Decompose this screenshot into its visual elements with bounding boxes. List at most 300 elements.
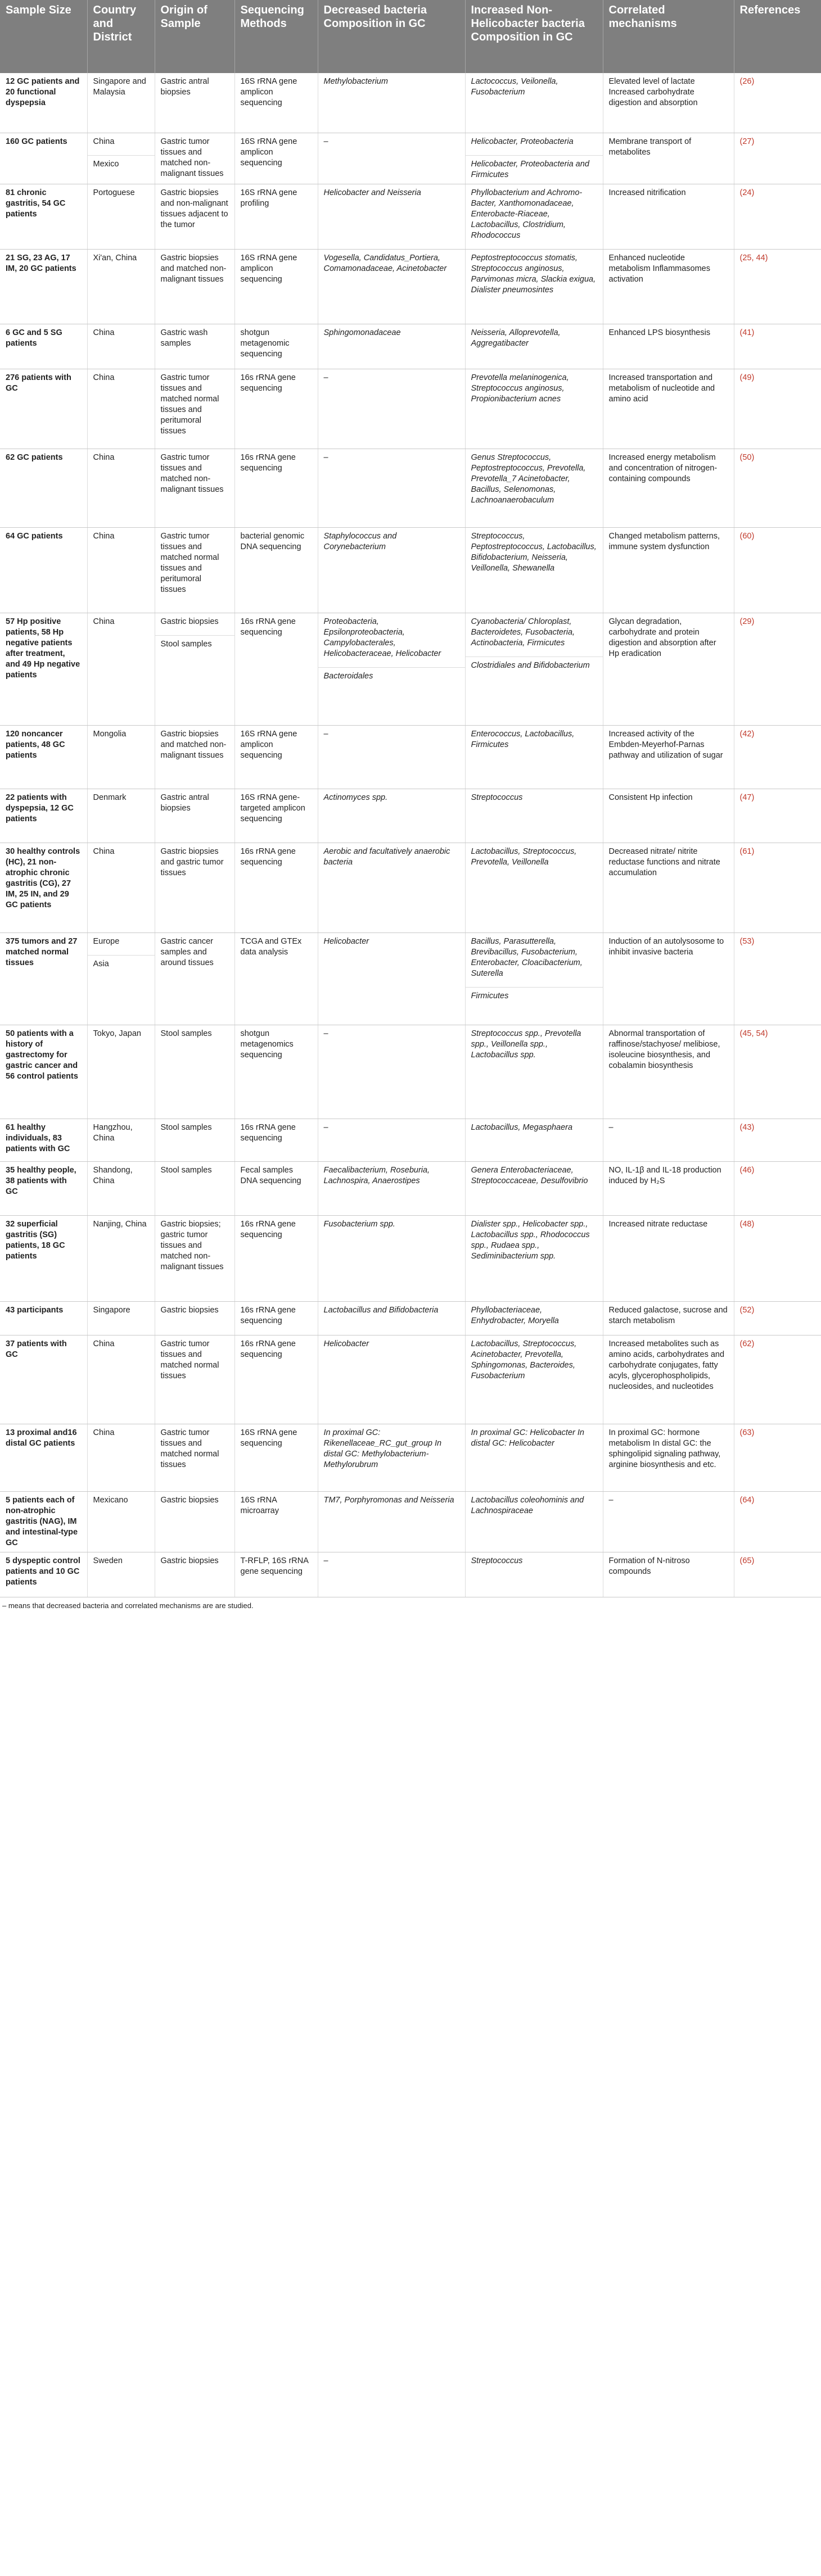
mechanism-cell-text: Decreased nitrate/ nitrite reductase functions and nitrate accumulation — [608, 846, 720, 877]
sample-size-cell-text: 160 GC patients — [6, 137, 67, 146]
decreased-bacteria-cell-text: In proximal GC: Rikenellaceae_RC_gut_group In distal GC: Methylobacterium-Methylorubrum — [323, 1428, 442, 1469]
mechanism-cell — [603, 73, 734, 133]
origin-cell — [155, 73, 234, 133]
header-increased: Increased Non-Helicobacter bacteria Composition in GC — [465, 0, 603, 73]
sequencing-method-cell — [234, 1424, 318, 1491]
sample-size-cell — [0, 184, 87, 249]
reference-cell[interactable] — [734, 1424, 821, 1491]
country-cell-text: Denmark — [93, 793, 127, 802]
decreased-bacteria-cell-text: – — [323, 729, 328, 739]
mechanism-cell-text: Increased activity of the Embden-Meyerhof-Parnas pathway and utilization of sugar — [608, 729, 723, 760]
origin-cell-text: Gastric biopsies and matched non-malignant tissues — [160, 253, 227, 284]
increased-bacteria-cell — [465, 1119, 603, 1161]
mechanism-cell-text: Changed metabolism patterns, immune system dysfunction — [608, 531, 720, 551]
origin-cell-secondary: Stool samples — [155, 635, 234, 650]
increased-bacteria-cell-text: Lactobacillus, Streptococcus, Prevotella, Veillonella — [471, 846, 577, 867]
sequencing-method-cell-text: T-RFLP, 16S rRNA gene sequencing — [240, 1556, 309, 1576]
country-cell — [87, 324, 155, 369]
increased-bacteria-cell — [465, 73, 603, 133]
sample-size-cell — [0, 1025, 87, 1119]
mechanism-cell — [603, 843, 734, 932]
country-cell-text: China — [93, 531, 115, 541]
decreased-bacteria-cell-text: – — [323, 1122, 328, 1132]
increased-bacteria-cell — [465, 324, 603, 369]
decreased-bacteria-cell-text: Helicobacter and Neisseria — [323, 188, 421, 197]
sample-size-cell — [0, 932, 87, 1025]
sample-size-cell — [0, 843, 87, 932]
decreased-bacteria-cell — [318, 1301, 465, 1335]
increased-bacteria-cell-text: Prevotella melaninogenica, Streptococcus anginosus, Propionibacterium acnes — [471, 373, 569, 404]
reference-cell[interactable] — [734, 249, 821, 324]
reference-cell-text: (27) — [739, 137, 755, 146]
table-body — [0, 73, 821, 1597]
increased-bacteria-cell-text: In proximal GC: Helicobacter In distal GC: Helicobacter — [471, 1428, 584, 1448]
sequencing-method-cell-text: 16s rRNA gene sequencing — [240, 617, 296, 637]
origin-cell-text: Gastric tumor tissues and matched normal tissues and peritumoral tissues — [160, 373, 219, 436]
sequencing-method-cell — [234, 725, 318, 789]
mechanism-cell-text: In proximal GC: hormone metabolism In distal GC: the sphingolipid signaling pathway, arginine biosynthesis and etc. — [608, 1428, 721, 1469]
country-cell-text: Tokyo, Japan — [93, 1029, 141, 1038]
sequencing-method-cell-text: 16s rRNA gene sequencing — [240, 1122, 296, 1143]
sample-size-cell-text: 50 patients with a history of gastrectomy for gastric cancer and 56 control patients — [6, 1029, 78, 1081]
header-country: Country and District — [87, 0, 155, 73]
sequencing-method-cell-text: 16S rRNA gene sequencing — [240, 1428, 297, 1448]
sample-size-cell — [0, 789, 87, 843]
sequencing-method-cell-text: shotgun metagenomics sequencing — [240, 1029, 294, 1060]
reference-cell[interactable] — [734, 184, 821, 249]
sample-size-cell — [0, 1161, 87, 1215]
decreased-bacteria-cell — [318, 1025, 465, 1119]
mechanism-cell-text: Increased nitrate reductase — [608, 1219, 708, 1229]
country-cell-text: Singapore — [93, 1305, 130, 1315]
sample-size-cell-text: 21 SG, 23 AG, 17 IM, 20 GC patients — [6, 253, 76, 273]
increased-bacteria-cell-text: Peptostreptococcus stomatis, Streptococcus anginosus, Parvimonas micra, Slackia exigua, Dialister pneumosintes — [471, 253, 596, 295]
origin-cell — [155, 1161, 234, 1215]
table-row — [0, 789, 821, 843]
origin-cell-text: Gastric biopsies; gastric tumor tissues and matched non-malignant tissues — [160, 1219, 224, 1271]
sequencing-method-cell-text: 16s rRNA gene sequencing — [240, 846, 296, 867]
table-row — [0, 1025, 821, 1119]
sample-size-cell — [0, 1119, 87, 1161]
reference-cell[interactable] — [734, 1552, 821, 1597]
mechanism-cell-text: Enhanced nucleotide metabolism Inflammasomes activation — [608, 253, 710, 284]
increased-bacteria-cell — [465, 369, 603, 449]
increased-bacteria-cell-text: Dialister spp., Helicobacter spp., Lactobacillus spp., Rhodococcus spp., Rudaea spp., Sediminibacterium spp. — [471, 1219, 590, 1261]
mechanism-cell-text: Reduced galactose, sucrose and starch metabolism — [608, 1305, 728, 1325]
decreased-bacteria-cell — [318, 789, 465, 843]
decreased-bacteria-cell-text: Helicobacter — [323, 1339, 369, 1348]
country-cell — [87, 73, 155, 133]
country-cell — [87, 1491, 155, 1552]
header-mechanisms: Correlated mechanisms — [603, 0, 734, 73]
mechanism-cell — [603, 1215, 734, 1301]
reference-cell[interactable] — [734, 369, 821, 449]
decreased-bacteria-cell-text: Lactobacillus and Bifidobacteria — [323, 1305, 439, 1315]
mechanism-cell — [603, 527, 734, 613]
decreased-bacteria-cell — [318, 1335, 465, 1424]
sample-size-cell-text: 37 patients with GC — [6, 1339, 67, 1359]
mechanism-cell — [603, 324, 734, 369]
country-cell-text: Europe — [93, 936, 120, 946]
origin-cell — [155, 1552, 234, 1597]
table-row — [0, 324, 821, 369]
sequencing-method-cell-text: 16s rRNA gene sequencing — [240, 1305, 296, 1325]
country-cell — [87, 369, 155, 449]
country-cell-text: Xi'an, China — [93, 253, 137, 262]
country-cell-text: Singapore and Malaysia — [93, 77, 146, 97]
country-cell — [87, 184, 155, 249]
decreased-bacteria-cell-text: Fusobacterium spp. — [323, 1219, 395, 1229]
reference-cell[interactable] — [734, 1301, 821, 1335]
mechanism-cell — [603, 1119, 734, 1161]
reference-cell[interactable] — [734, 133, 821, 184]
sample-size-cell — [0, 1301, 87, 1335]
mechanism-cell — [603, 184, 734, 249]
sequencing-method-cell — [234, 184, 318, 249]
decreased-bacteria-cell — [318, 1215, 465, 1301]
sample-size-cell-text: 375 tumors and 27 matched normal tissues — [6, 936, 78, 967]
table-row — [0, 527, 821, 613]
sample-size-cell-text: 64 GC patients — [6, 531, 63, 541]
mechanism-cell-text: Increased metabolites such as amino acids, carbohydrates and carbohydrate conjugates, fatty acyls, glycerophospholipids, nucleosides, and nucleotides — [608, 1339, 725, 1391]
country-cell — [87, 1119, 155, 1161]
sequencing-method-cell — [234, 1301, 318, 1335]
reference-cell-text: (45, 54) — [739, 1029, 768, 1038]
mechanism-cell-text: Induction of an autolysosome to inhibit invasive bacteria — [608, 936, 724, 957]
decreased-bacteria-cell-text: Vogesella, Candidatus_Portiera, Comamonadaceae, Acinetobacter — [323, 253, 447, 273]
sequencing-method-cell — [234, 1025, 318, 1119]
sample-size-cell — [0, 725, 87, 789]
mechanism-cell — [603, 1335, 734, 1424]
mechanism-cell — [603, 1424, 734, 1491]
decreased-bacteria-cell-text: TM7, Porphyromonas and Neisseria — [323, 1495, 454, 1505]
table-row — [0, 73, 821, 133]
country-cell — [87, 1215, 155, 1301]
reference-cell-text: (29) — [739, 617, 755, 626]
header-references: References — [734, 0, 821, 73]
mechanism-cell — [603, 133, 734, 184]
increased-bacteria-cell-text: Cyanobacteria/ Chloroplast, Bacteroidetes, Fusobacteria, Actinobacteria, Firmicutes — [471, 617, 575, 648]
mechanism-cell — [603, 1161, 734, 1215]
table-row — [0, 613, 821, 725]
mechanism-cell — [603, 249, 734, 324]
mechanism-cell — [603, 932, 734, 1025]
sequencing-method-cell — [234, 527, 318, 613]
decreased-bacteria-cell-text: Aerobic and facultatively anaerobic bacteria — [323, 846, 450, 867]
increased-bacteria-cell — [465, 1301, 603, 1335]
country-cell — [87, 725, 155, 789]
country-cell — [87, 1552, 155, 1597]
table-row — [0, 1491, 821, 1552]
table-row — [0, 1215, 821, 1301]
increased-bacteria-cell — [465, 1025, 603, 1119]
country-cell — [87, 133, 155, 184]
country-cell — [87, 613, 155, 725]
sequencing-method-cell — [234, 1215, 318, 1301]
sample-size-cell — [0, 1552, 87, 1597]
table-row — [0, 1119, 821, 1161]
decreased-bacteria-cell-text: Staphylococcus and Corynebacterium — [323, 531, 397, 551]
origin-cell — [155, 249, 234, 324]
increased-bacteria-cell-text: Streptococcus — [471, 793, 523, 802]
country-cell — [87, 449, 155, 527]
origin-cell-text: Gastric wash samples — [160, 328, 208, 348]
sequencing-method-cell-text: 16s rRNA gene sequencing — [240, 373, 296, 393]
sequencing-method-cell — [234, 1552, 318, 1597]
country-cell-text: Mexicano — [93, 1495, 128, 1505]
sample-size-cell — [0, 449, 87, 527]
decreased-bacteria-cell-secondary: Bacteroidales — [318, 667, 465, 682]
reference-cell-text: (48) — [739, 1219, 755, 1229]
decreased-bacteria-cell — [318, 73, 465, 133]
reference-cell[interactable] — [734, 1025, 821, 1119]
sample-size-cell-text: 5 dyspeptic control patients and 10 GC patients — [6, 1556, 80, 1587]
sequencing-method-cell-text: 16S rRNA gene profiling — [240, 188, 297, 208]
mechanism-cell-text: Abnormal transportation of raffinose/stachyose/ melibiose, isoleucine biosynthesis, and cobalamin biosynthesis — [608, 1029, 720, 1070]
mechanism-cell-text: Elevated level of lactate Increased carbohydrate digestion and absorption — [608, 77, 698, 107]
origin-cell — [155, 133, 234, 184]
reference-cell[interactable] — [734, 449, 821, 527]
reference-cell[interactable] — [734, 1119, 821, 1161]
increased-bacteria-cell-text: Lactobacillus coleohominis and Lachnospiraceae — [471, 1495, 584, 1515]
header-sample-size: Sample Size — [0, 0, 87, 73]
increased-bacteria-cell-secondary: Clostridiales and Bifidobacterium — [466, 657, 603, 671]
increased-bacteria-cell — [465, 527, 603, 613]
decreased-bacteria-cell-text: – — [323, 137, 328, 146]
decreased-bacteria-cell — [318, 249, 465, 324]
country-cell — [87, 1301, 155, 1335]
origin-cell — [155, 725, 234, 789]
origin-cell — [155, 1025, 234, 1119]
table-row — [0, 1335, 821, 1424]
sample-size-cell-text: 81 chronic gastritis, 54 GC patients — [6, 188, 66, 219]
reference-cell[interactable] — [734, 789, 821, 843]
origin-cell — [155, 369, 234, 449]
country-cell-text: China — [93, 373, 115, 382]
sequencing-method-cell — [234, 369, 318, 449]
increased-bacteria-cell-text: Lactococcus, Veilonella, Fusobacterium — [471, 77, 558, 97]
table-row — [0, 1161, 821, 1215]
origin-cell — [155, 449, 234, 527]
mechanism-cell-text: Membrane transport of metabolites — [608, 137, 692, 157]
increased-bacteria-cell — [465, 1161, 603, 1215]
origin-cell-text: Gastric biopsies — [160, 1556, 219, 1565]
origin-cell-text: Gastric antral biopsies — [160, 77, 209, 97]
sequencing-method-cell — [234, 1335, 318, 1424]
reference-cell-text: (43) — [739, 1122, 755, 1132]
sequencing-method-cell-text: 16s rRNA gene sequencing — [240, 452, 296, 473]
table-row — [0, 249, 821, 324]
increased-bacteria-cell — [465, 843, 603, 932]
reference-cell-text: (61) — [739, 846, 755, 856]
decreased-bacteria-cell — [318, 369, 465, 449]
mechanism-cell-text: Glycan degradation, carbohydrate and protein digestion and absorption after Hp eradication — [608, 617, 716, 658]
origin-cell — [155, 527, 234, 613]
decreased-bacteria-cell-text: Proteobacteria, Epsilonproteobacteria, Campylobacterales, Helicobacteraceae, Helicobacter — [323, 617, 441, 658]
country-cell-text: China — [93, 1339, 115, 1348]
sample-size-cell-text: 12 GC patients and 20 functional dyspepsia — [6, 77, 80, 107]
sequencing-method-cell-text: 16S rRNA gene amplicon sequencing — [240, 137, 297, 167]
reference-cell[interactable] — [734, 613, 821, 725]
origin-cell-text: Gastric tumor tissues and matched non-malignant tissues — [160, 452, 224, 494]
mechanism-cell-text: Increased nitrification — [608, 188, 686, 197]
mechanism-cell — [603, 789, 734, 843]
mechanism-cell — [603, 725, 734, 789]
origin-cell-text: Gastric antral biopsies — [160, 793, 209, 813]
reference-cell[interactable] — [734, 527, 821, 613]
increased-bacteria-cell-text: Neisseria, Alloprevotella, Aggregatibacter — [471, 328, 561, 348]
sample-size-cell-text: 43 participants — [6, 1305, 64, 1315]
decreased-bacteria-cell — [318, 1119, 465, 1161]
origin-cell — [155, 1301, 234, 1335]
reference-cell[interactable] — [734, 843, 821, 932]
reference-cell-text: (63) — [739, 1428, 755, 1437]
reference-cell[interactable] — [734, 932, 821, 1025]
country-cell — [87, 1161, 155, 1215]
table-row — [0, 1301, 821, 1335]
country-cell-text: Nanjing, China — [93, 1219, 147, 1229]
reference-cell-text: (53) — [739, 936, 755, 946]
country-cell-text: China — [93, 846, 115, 856]
origin-cell-text: Gastric biopsies — [160, 1495, 219, 1505]
sequencing-method-cell-text: 16S rRNA gene-targeted amplicon sequencing — [240, 793, 305, 823]
decreased-bacteria-cell — [318, 1161, 465, 1215]
sequencing-method-cell — [234, 73, 318, 133]
increased-bacteria-cell-text: Phyllobacterium and Achromo-Bacter, Xanthomonadaceae, Enterobacte-Riaceae, Lactobacillus, Clostridium, Rhodococcus — [471, 188, 583, 240]
reference-cell[interactable] — [734, 1335, 821, 1424]
increased-bacteria-cell — [465, 1424, 603, 1491]
increased-bacteria-cell-text: Streptococcus — [471, 1556, 523, 1565]
country-cell-text: China — [93, 617, 115, 626]
country-cell — [87, 843, 155, 932]
origin-cell-text: Gastric tumor tissues and matched normal tissues — [160, 1339, 219, 1380]
origin-cell — [155, 1119, 234, 1161]
decreased-bacteria-cell — [318, 613, 465, 725]
country-cell-text: China — [93, 328, 115, 337]
sample-size-cell-text: 35 healthy people, 38 patients with GC — [6, 1165, 76, 1196]
mechanism-cell-text: Consistent Hp infection — [608, 793, 693, 802]
decreased-bacteria-cell-text: – — [323, 1556, 328, 1565]
increased-bacteria-cell-text: Lactobacillus, Megasphaera — [471, 1122, 573, 1132]
reference-cell-text: (60) — [739, 531, 755, 541]
increased-bacteria-cell-text: Genera Enterobacteriaceae, Streptococcaceae, Desulfovibrio — [471, 1165, 588, 1185]
table-row — [0, 184, 821, 249]
origin-cell — [155, 613, 234, 725]
increased-bacteria-cell — [465, 249, 603, 324]
origin-cell — [155, 1335, 234, 1424]
reference-cell[interactable] — [734, 73, 821, 133]
sample-size-cell-text: 22 patients with dyspepsia, 12 GC patients — [6, 793, 74, 823]
increased-bacteria-cell-text: Lactobacillus, Streptococcus, Acinetobacter, Prevotella, Sphingomonas, Bacteroides, Fusobacterium — [471, 1339, 577, 1380]
origin-cell-text: Stool samples — [160, 1029, 212, 1038]
origin-cell — [155, 932, 234, 1025]
increased-bacteria-cell — [465, 1215, 603, 1301]
sample-size-cell — [0, 527, 87, 613]
increased-bacteria-cell-secondary: Helicobacter, Proteobacteria and Firmicutes — [466, 155, 603, 180]
sequencing-method-cell — [234, 324, 318, 369]
sequencing-method-cell-text: 16S rRNA gene amplicon sequencing — [240, 253, 297, 284]
origin-cell-text: Gastric tumor tissues and matched normal tissues and peritumoral tissues — [160, 531, 219, 594]
table-header — [0, 0, 821, 73]
reference-cell[interactable] — [734, 1491, 821, 1552]
mechanism-cell — [603, 1491, 734, 1552]
reference-cell-text: (62) — [739, 1339, 755, 1348]
sequencing-method-cell-text: 16s rRNA gene sequencing — [240, 1219, 296, 1239]
increased-bacteria-cell — [465, 1491, 603, 1552]
origin-cell-text: Stool samples — [160, 1122, 212, 1132]
sample-size-cell-text: 32 superficial gastritis (SG) patients, 18 GC patients — [6, 1219, 65, 1261]
sequencing-method-cell-text: bacterial genomic DNA sequencing — [240, 531, 305, 551]
table-row — [0, 1552, 821, 1597]
mechanism-cell-text: Enhanced LPS biosynthesis — [608, 328, 711, 337]
sample-size-cell — [0, 1335, 87, 1424]
table-row — [0, 449, 821, 527]
decreased-bacteria-cell — [318, 449, 465, 527]
country-cell-secondary: Mexico — [88, 155, 155, 170]
increased-bacteria-cell — [465, 725, 603, 789]
country-cell — [87, 1025, 155, 1119]
mechanism-cell-text: NO, IL-1β and IL-18 production induced by H₂S — [608, 1165, 721, 1185]
sample-size-cell-text: 5 patients each of non-atrophic gastritis (NAG), IM and intestinal-type GC — [6, 1495, 78, 1547]
mechanism-cell-text: Increased energy metabolism and concentration of nitrogen-containing compounds — [608, 452, 718, 483]
reference-cell-text: (64) — [739, 1495, 755, 1505]
increased-bacteria-cell-text: Streptococcus, Peptostreptococcus, Lactobacillus, Bifidobacterium, Neisseria, Veillonella, Shewanella — [471, 531, 597, 573]
sequencing-method-cell-text: TCGA and GTEx data analysis — [240, 936, 302, 957]
country-cell-text: Sweden — [93, 1556, 123, 1565]
increased-bacteria-cell — [465, 1335, 603, 1424]
country-cell — [87, 1424, 155, 1491]
reference-cell-text: (24) — [739, 188, 755, 197]
sequencing-method-cell-text: 16S rRNA microarray — [240, 1495, 279, 1515]
table-row — [0, 1424, 821, 1491]
reference-cell[interactable] — [734, 324, 821, 369]
mechanism-cell-text: – — [608, 1122, 614, 1132]
reference-cell-text: (49) — [739, 373, 755, 382]
sequencing-method-cell — [234, 249, 318, 324]
country-cell — [87, 249, 155, 324]
sample-size-cell — [0, 613, 87, 725]
reference-cell[interactable] — [734, 725, 821, 789]
decreased-bacteria-cell-text: – — [323, 452, 328, 462]
increased-bacteria-cell-text: Phyllobacteriaceae, Enhydrobacter, Moryella — [471, 1305, 559, 1325]
country-cell — [87, 1335, 155, 1424]
reference-cell[interactable] — [734, 1161, 821, 1215]
country-cell-text: China — [93, 1428, 115, 1437]
increased-bacteria-cell-text: Bacillus, Parasutterella, Brevibacillus, Fusobacterium, Enterobacter, Cloacibacterium, Suterella — [471, 936, 583, 978]
country-cell — [87, 527, 155, 613]
country-cell — [87, 789, 155, 843]
decreased-bacteria-cell — [318, 932, 465, 1025]
decreased-bacteria-cell-text: Methylobacterium — [323, 77, 388, 86]
sequencing-method-cell-text: shotgun metagenomic sequencing — [240, 328, 290, 359]
sequencing-method-cell — [234, 1491, 318, 1552]
increased-bacteria-cell-text: Streptococcus spp., Prevotella spp., Veillonella spp., Lactobacillus spp. — [471, 1029, 581, 1060]
reference-cell-text: (50) — [739, 452, 755, 462]
mechanism-cell — [603, 449, 734, 527]
header-sequencing: Sequencing Methods — [234, 0, 318, 73]
table-row — [0, 369, 821, 449]
increased-bacteria-cell-text: Helicobacter, Proteobacteria — [471, 137, 574, 146]
sample-size-cell — [0, 133, 87, 184]
mechanism-cell — [603, 1025, 734, 1119]
sample-size-cell-text: 57 Hp positive patients, 58 Hp negative patients after treatment, and 49 Hp negative patients — [6, 617, 80, 680]
country-cell — [87, 932, 155, 1025]
sample-size-cell — [0, 324, 87, 369]
reference-cell[interactable] — [734, 1215, 821, 1301]
reference-cell-text: (41) — [739, 328, 755, 337]
country-cell-text: China — [93, 137, 115, 146]
sample-size-cell — [0, 1215, 87, 1301]
